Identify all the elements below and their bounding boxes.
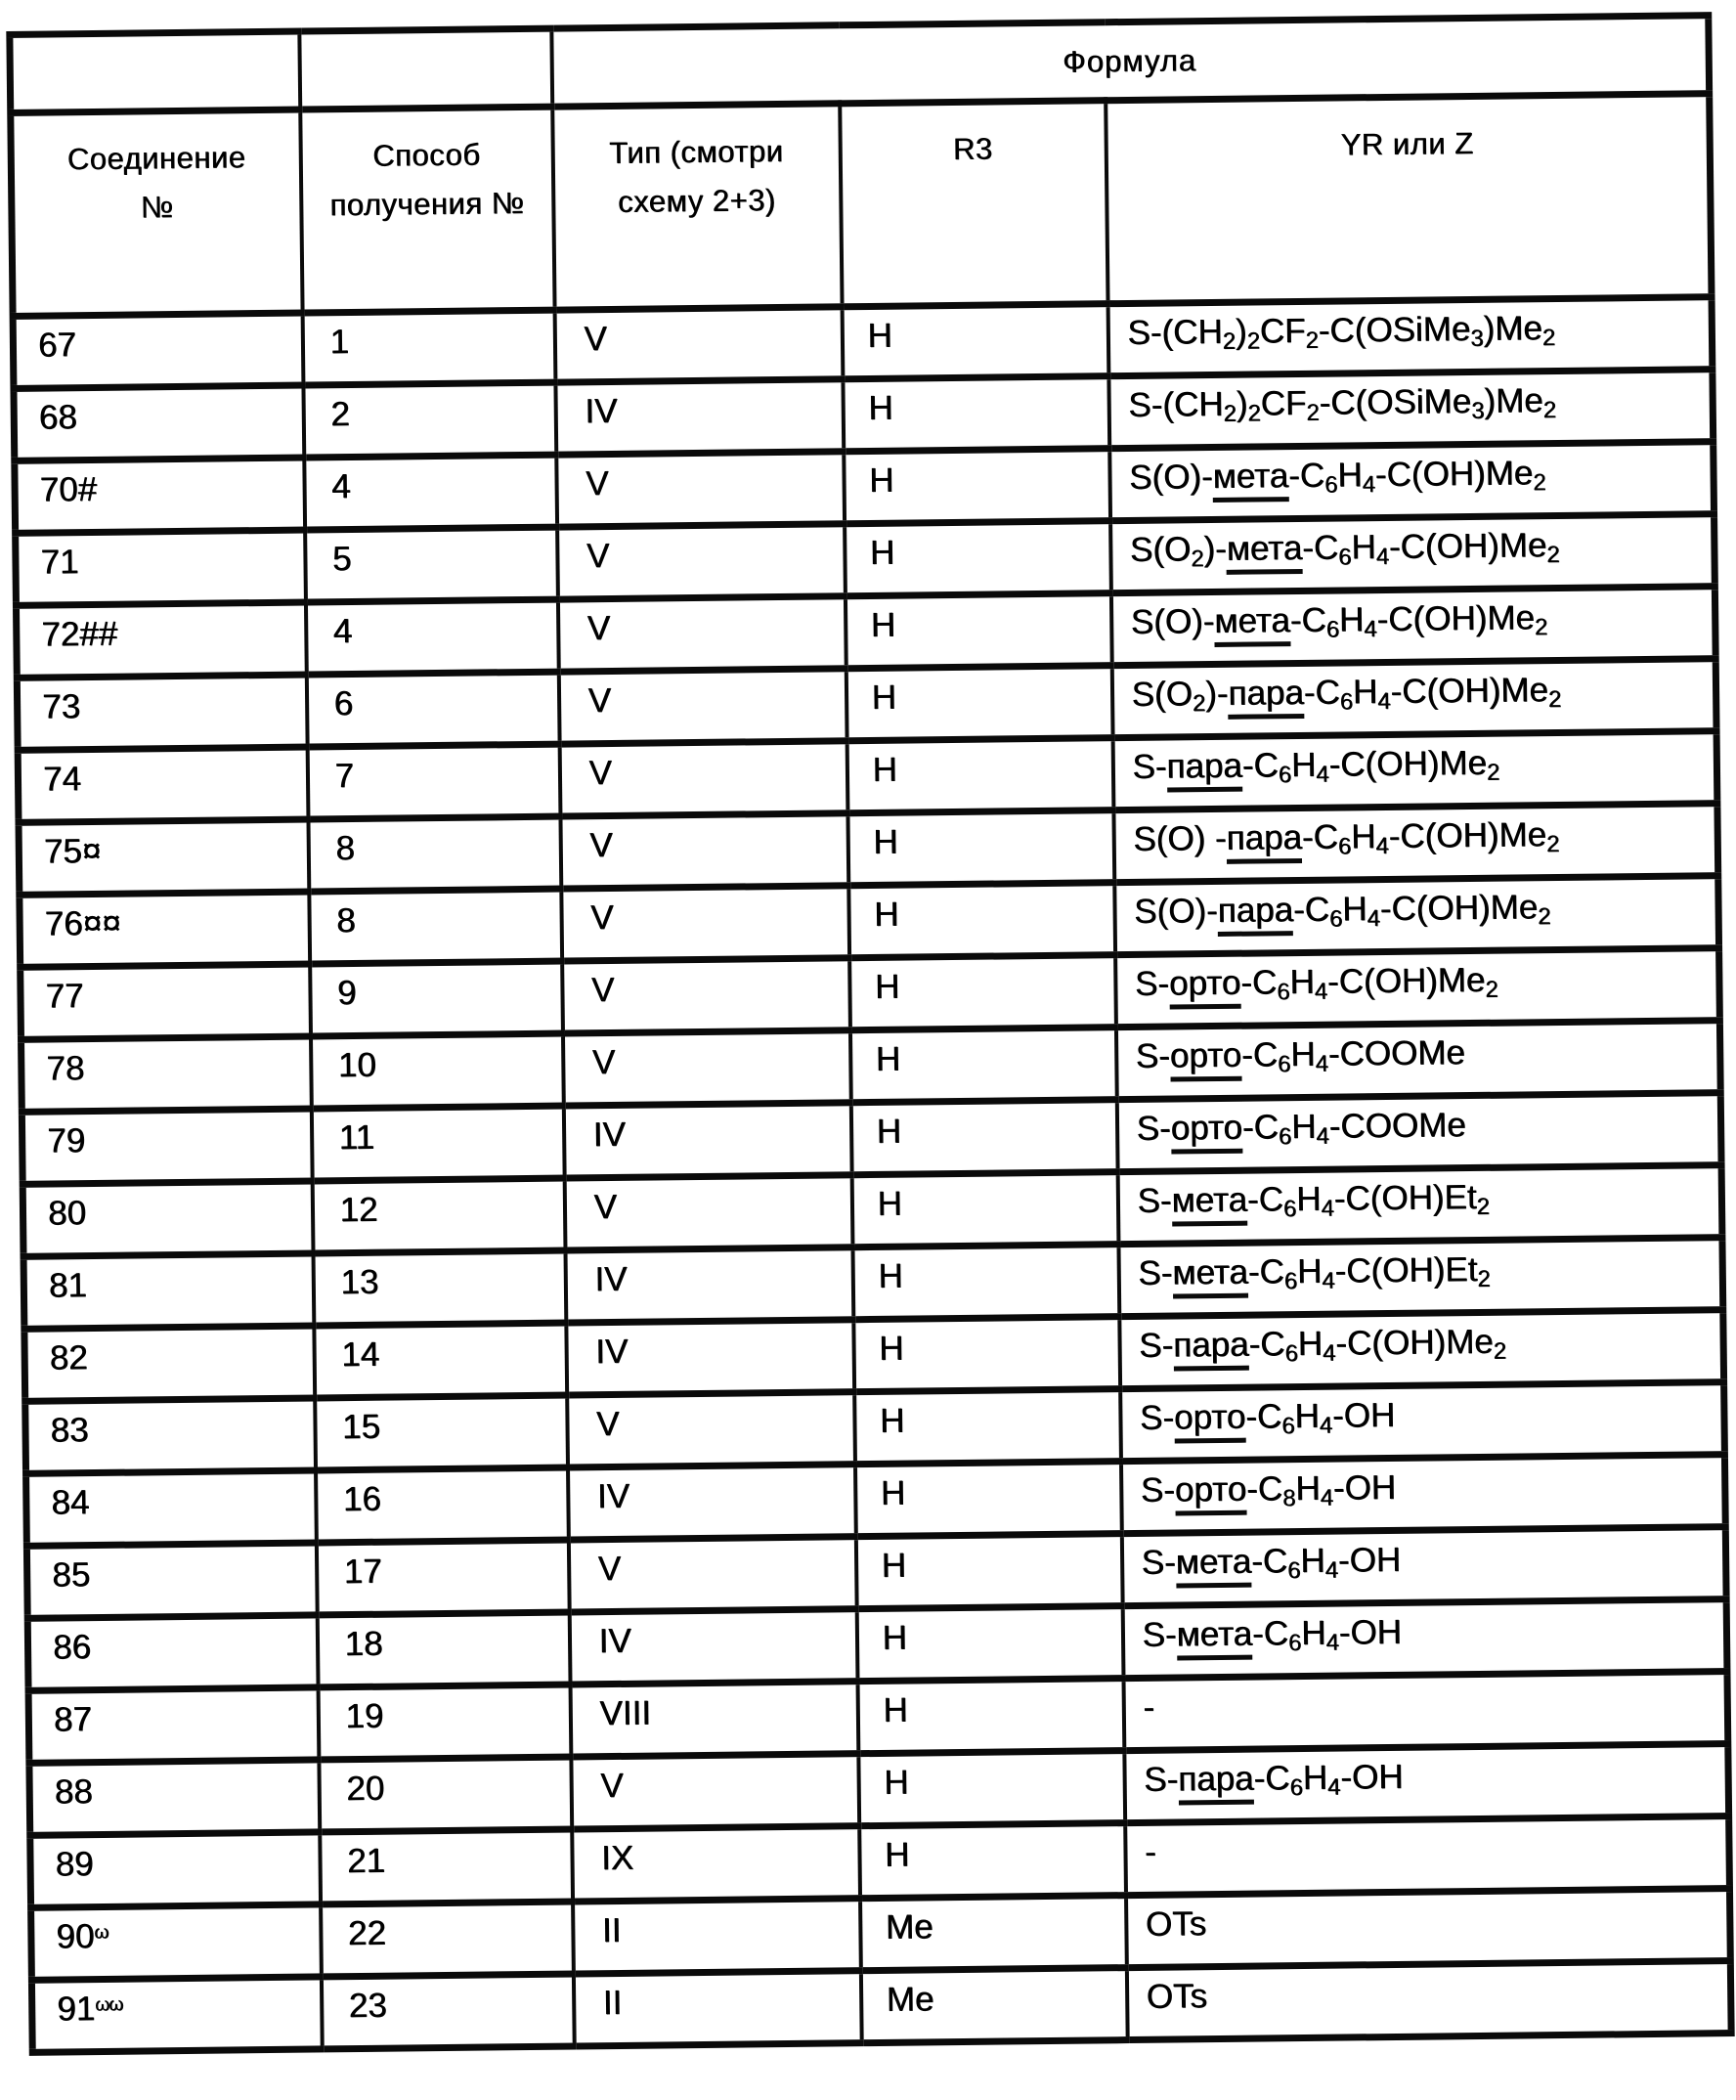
method-number-cell: 21 <box>320 1829 573 1904</box>
formula-group-header: Формула <box>551 16 1710 107</box>
compound-number-cell: 77 <box>21 964 311 1039</box>
type-cell: V <box>557 524 846 599</box>
method-number-cell: 8 <box>309 889 562 964</box>
r3-cell: H <box>855 1534 1122 1609</box>
r3-cell: H <box>850 1100 1117 1175</box>
type-cell: V <box>571 1754 859 1829</box>
formula-cell: $S(O)-мета-C_6H_4-C(OH)Me_2$ <box>1110 587 1715 666</box>
type-cell: V <box>556 452 845 527</box>
method-number-cell: 1 <box>302 310 555 385</box>
formula-cell: $S-(CH_2)_2CF_2-C(OSiMe_3)Me_2$ <box>1108 370 1714 449</box>
r3-cell: H <box>856 1606 1123 1682</box>
compound-number-header: Соединение № <box>11 109 302 316</box>
method-number-cell: 8 <box>308 816 561 892</box>
type-cell: IV <box>566 1320 854 1395</box>
compound-number-cell: 78 <box>22 1036 312 1112</box>
compound-number-cell: 83 <box>25 1398 316 1473</box>
type-cell: IV <box>565 1247 853 1323</box>
compound-table <box>6 12 1734 2056</box>
type-cell: V <box>562 958 850 1033</box>
type-cell: V <box>562 1030 850 1106</box>
type-cell: IV <box>568 1465 856 1540</box>
type-cell: II <box>573 1971 861 2046</box>
method-number-cell: 11 <box>311 1106 564 1181</box>
r3-cell: H <box>854 1389 1121 1465</box>
formula-cell: $S-мета-C_6H_4-OH$ <box>1121 1527 1726 1606</box>
type-cell: IV <box>563 1103 851 1178</box>
formula-cell: $S-мета-C_6H_4-C(OH)Et_2$ <box>1117 1165 1722 1245</box>
formula-cell: $S-орто-C_6H_4-OH$ <box>1120 1382 1725 1462</box>
compound-number-cell: 70# <box>15 458 305 533</box>
table-header <box>10 16 1712 317</box>
method-number-cell: 19 <box>318 1684 571 1760</box>
type-cell: V <box>568 1537 856 1612</box>
r3-cell: Me <box>860 1896 1127 1971</box>
compound-number-cell: 88 <box>29 1760 320 1835</box>
compound-number-cell: 86 <box>27 1615 318 1690</box>
compound-number-cell: 82 <box>24 1326 315 1401</box>
compound-number-cell: 84 <box>26 1470 317 1546</box>
method-number-cell: 5 <box>305 527 558 602</box>
compound-number-cell: 87 <box>28 1687 319 1763</box>
type-cell: V <box>559 741 847 816</box>
compound-number-cell: $91^{\omega\omega}$ <box>31 1977 322 2052</box>
type-cell: V <box>554 307 843 382</box>
type-cell: V <box>564 1175 852 1250</box>
compound-number-cell: 80 <box>22 1181 313 1256</box>
method-number-cell: 23 <box>321 1974 574 2049</box>
formula-cell: $S-мета-C_6H_4-OH$ <box>1122 1599 1727 1679</box>
r3-cell: H <box>852 1245 1119 1320</box>
formula-cell: OTs <box>1126 1889 1731 1968</box>
compound-number-cell: 71 <box>16 530 306 605</box>
column-header-row <box>11 94 1712 317</box>
compound-number-cell: 79 <box>22 1109 312 1184</box>
method-number-cell: 15 <box>315 1395 568 1470</box>
formula-cell: $S(O)-пара-C_6H_4-C(OH)Me_2$ <box>1114 876 1719 955</box>
compound-number-cell: 81 <box>23 1253 314 1329</box>
r3-cell: H <box>853 1317 1120 1392</box>
table-body <box>13 297 1731 2053</box>
r3-cell: Me <box>860 1968 1127 2043</box>
type-header: Тип (смотри схему 2+3) <box>552 104 842 310</box>
type-cell: IV <box>555 379 844 455</box>
r3-cell: H <box>844 449 1110 524</box>
type-cell: II <box>573 1899 861 1974</box>
formula-cell: $S(O_2)-пара-C_6H_4-C(OH)Me_2$ <box>1111 659 1716 738</box>
type-cell: VIII <box>570 1682 858 1757</box>
r3-cell: H <box>846 738 1113 813</box>
r3-cell: H <box>845 593 1111 669</box>
formula-cell: $S(O_2)-мета-C_6H_4-C(OH)Me_2$ <box>1110 514 1715 593</box>
r3-cell: H <box>848 883 1115 958</box>
compound-number-cell: 76¤¤ <box>20 892 310 967</box>
formula-cell: $S-орто-C_6H_4$-COOMe <box>1116 1093 1721 1172</box>
compound-number-cell: 68 <box>14 385 304 460</box>
compound-number-cell: 73 <box>17 675 307 750</box>
r3-cell: H <box>847 810 1114 886</box>
method-number-cell: 9 <box>310 961 563 1036</box>
empty-header-cell <box>10 31 300 112</box>
formula-cell: - <box>1123 1672 1728 1751</box>
formula-cell: $S(O)-мета-C_6H_4-C(OH)Me_2$ <box>1109 442 1714 521</box>
formula-cell: $S-пара-C_6H_4-C(OH)Me_2$ <box>1119 1310 1724 1389</box>
r3-cell: H <box>843 376 1109 452</box>
formula-cell: $S-пара-C_6H_4-C(OH)Me_2$ <box>1112 731 1717 810</box>
formula-cell: $S-орто-C_6H_4-C(OH)Me_2$ <box>1115 948 1720 1028</box>
formula-cell: - <box>1125 1816 1730 1896</box>
r3-cell: H <box>842 304 1108 379</box>
formula-cell: OTs <box>1126 1961 1731 2040</box>
r3-cell: H <box>849 1028 1116 1103</box>
type-cell: V <box>567 1392 855 1467</box>
r3-cell: H <box>858 1751 1125 1826</box>
empty-header-cell <box>299 28 552 109</box>
yr-z-header: YR или Z <box>1106 94 1712 304</box>
method-number-cell: 13 <box>313 1250 566 1326</box>
r3-cell: H <box>846 666 1112 741</box>
method-number-cell: 4 <box>304 455 557 530</box>
r3-cell: H <box>845 521 1111 596</box>
r3-cell: H <box>859 1823 1126 1899</box>
method-number-cell: 2 <box>303 382 556 458</box>
r3-cell: H <box>854 1462 1121 1537</box>
compound-number-cell: 74 <box>18 747 308 822</box>
method-number-cell: 4 <box>305 599 558 675</box>
type-cell: V <box>560 813 848 889</box>
method-number-cell: 6 <box>306 672 559 747</box>
type-cell: V <box>557 596 846 672</box>
compound-number-cell: 75¤ <box>19 819 309 895</box>
type-cell: IX <box>572 1826 860 1902</box>
method-number-cell: 12 <box>312 1178 565 1253</box>
method-number-cell: 14 <box>314 1323 567 1398</box>
compound-number-cell: 67 <box>13 313 303 388</box>
compound-number-cell: 89 <box>30 1832 321 1907</box>
method-number-cell: 17 <box>316 1540 569 1615</box>
method-number-cell: 22 <box>321 1902 574 1977</box>
r3-cell: H <box>857 1679 1124 1754</box>
method-number-cell: 10 <box>310 1033 563 1109</box>
formula-cell: $S-орто-C_8H_4-OH$ <box>1120 1455 1725 1534</box>
type-cell: V <box>561 886 849 961</box>
r3-cell: H <box>851 1172 1118 1247</box>
compound-number-cell: 85 <box>26 1543 317 1618</box>
r3-cell: H <box>849 955 1116 1030</box>
compound-number-cell: 72## <box>16 602 306 678</box>
formula-cell: S(O) $-пара-C_6H_4-C(OH)Me_2$ <box>1113 804 1718 883</box>
method-number-cell: 20 <box>319 1757 572 1832</box>
formula-cell: $S-пара-C_6H_4-OH$ <box>1124 1744 1729 1823</box>
formula-cell: $S-мета-C_6H_4-C(OH)Et_2$ <box>1118 1238 1723 1317</box>
type-cell: V <box>558 669 846 744</box>
method-number-cell: 18 <box>317 1612 570 1687</box>
formula-cell: $S-орто-C_6H_4$-COOMe <box>1115 1021 1720 1100</box>
compound-number-cell: $90^\omega$ <box>31 1904 322 1980</box>
method-number-cell: 16 <box>316 1467 569 1543</box>
formula-cell: $S-(CH_2)_2CF_2-C(OSiMe_3)Me_2$ <box>1107 297 1713 376</box>
r3-header: R3 <box>840 101 1107 307</box>
method-number-cell: 7 <box>307 744 560 819</box>
type-cell: IV <box>569 1609 857 1684</box>
method-number-header: Способ получения № <box>300 107 554 313</box>
